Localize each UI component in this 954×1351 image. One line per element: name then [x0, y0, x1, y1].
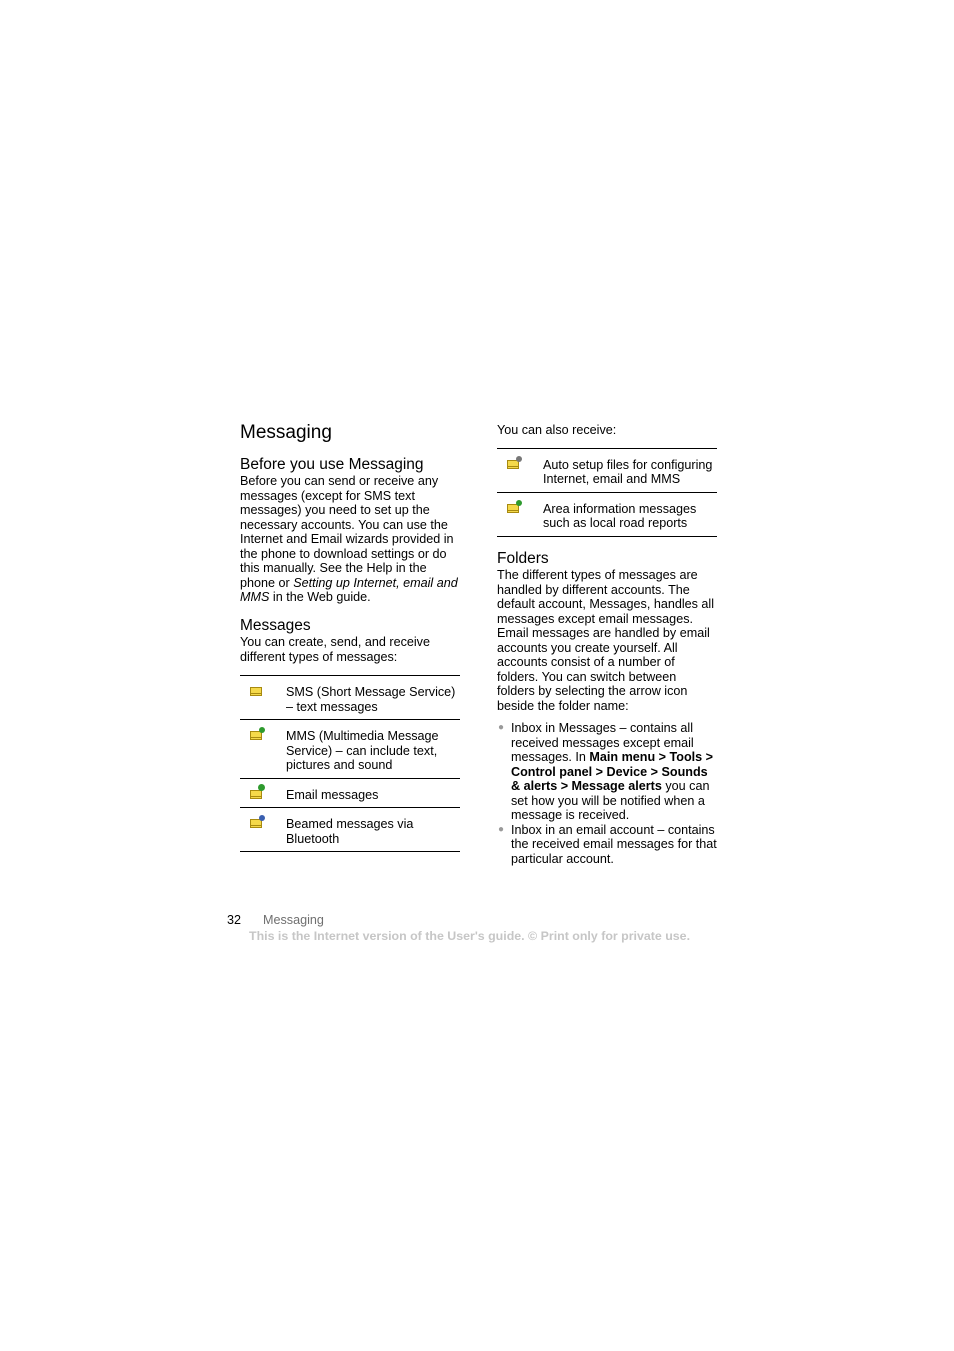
receive-types-table [497, 448, 717, 537]
list-item: ● Inbox in Messages – contains all received messages except email messages. In Main menu > Tools > Control panel > Device > Sounds & alerts > Message alerts you can set how you will be notified when a message is received. [498, 721, 714, 822]
receive-section [497, 423, 717, 537]
footer-section: Messaging [263, 913, 324, 927]
bluetooth-envelope-icon [250, 817, 264, 829]
messages-intro: You can create, send, and receive different types of messages: [240, 635, 430, 664]
bullet-icon: ● [498, 722, 505, 733]
page-number: 32 [227, 913, 242, 927]
receive-intro: You can also receive: [497, 423, 617, 437]
auto-setup-envelope-icon [507, 458, 521, 470]
before-section [240, 455, 460, 605]
mms-envelope-icon [250, 729, 264, 741]
folders-list [497, 721, 717, 866]
sms-envelope-icon [250, 685, 264, 697]
email-envelope-icon [250, 788, 264, 800]
row-text: Beamed messages via Bluetooth [286, 817, 414, 846]
messages-section [240, 616, 460, 852]
before-heading: Before you use Messaging [240, 456, 424, 473]
folders-text: The different types of messages are handled by different accounts. The default account, Messages, handles all messages except email messages. Email messages are handled by email accounts you create yourself. All accounts consist of a number of folders. You can switch between folders by selecting the arrow icon beside the folder name: [497, 568, 715, 713]
message-types-table [240, 675, 460, 852]
row-text: Email messages [286, 787, 379, 802]
before-text: Before you can send or receive any messages (except for SMS text messages) you need to set up the necessary accounts. You can use the Internet and Email wizards provided in the phone to download settings or do this manually. See the Help in the phone or Setting up Internet, email and MMS in the Web guide. [240, 474, 458, 604]
table-row [240, 778, 460, 808]
table-row [240, 676, 460, 720]
table-row [497, 448, 717, 492]
folders-section [497, 549, 717, 866]
area-info-envelope-icon [507, 502, 521, 514]
footer-note: This is the Internet version of the User's guide. © Print only for private use. [249, 929, 691, 943]
table-row [497, 492, 717, 536]
bullet-icon: ● [498, 823, 505, 835]
row-text: Auto setup files for configuring Internet, email and MMS [543, 457, 713, 486]
list-item: ● Inbox in an email account – contains the received email messages for that particular account. [498, 822, 717, 866]
table-row [240, 720, 460, 779]
page-title: Messaging [240, 422, 332, 443]
folders-heading: Folders [497, 550, 549, 567]
table-row [240, 808, 460, 852]
row-text: SMS (Short Message Service) – text messages [286, 685, 456, 714]
messages-heading: Messages [240, 617, 311, 634]
row-text: MMS (Multimedia Message Service) – can include text, pictures and sound [286, 729, 439, 772]
row-text: Area information messages such as local road reports [543, 501, 697, 530]
